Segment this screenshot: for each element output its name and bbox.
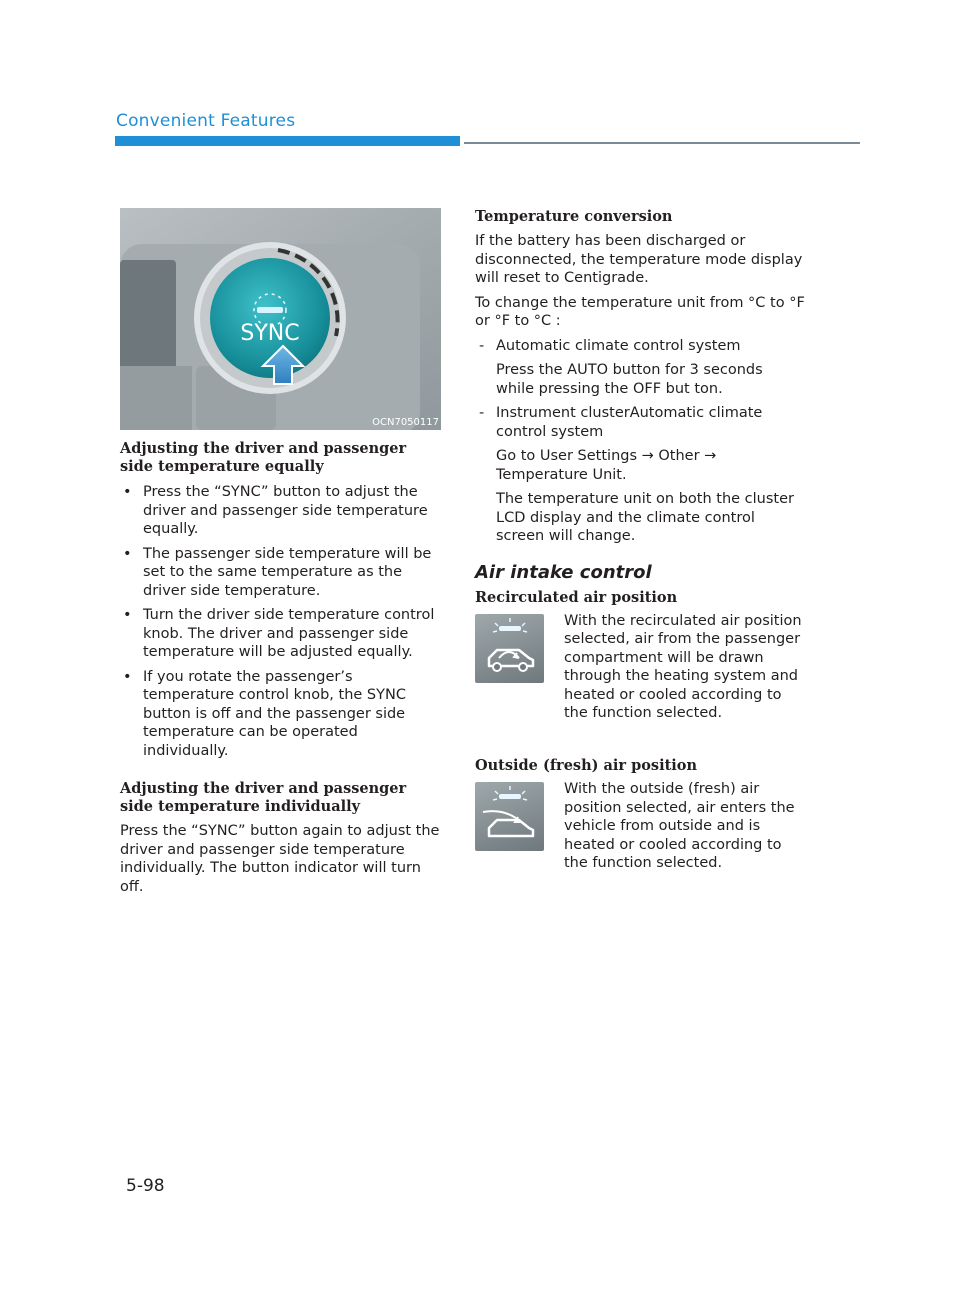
sync-button-figure [120,208,441,430]
bullet-glyph: • [123,668,132,685]
dash-glyph: - [479,405,485,421]
recirculated-text: With the recirculated air position selected, air from the passenger compartment will be drawn through the heating system and heated or cooled according to the function selected. [564,612,802,721]
heading-equal: Adjusting the driver and passenger side temperature equally [120,440,407,475]
bullet-text: Press the “SYNC” button to adjust the driver and passenger side temperature equally. [143,484,428,537]
item-body: Go to User Settings → Other → Temperature Unit. [496,448,717,483]
bullet-glyph: • [123,484,132,500]
heading-fresh-air: Outside (fresh) air position [475,757,698,774]
list-item [120,483,440,539]
dash-glyph: - [479,337,485,354]
fresh-air-text: With the outside (fresh) air position selected, air enters the vehicle from outside and is heated or cooled according to the function selected. [564,781,795,871]
page-number: 5-98 [126,1176,165,1196]
bullet-text: The passenger side temperature will be set to the same temperature as the driver side temperature. [143,545,432,599]
recirculated-air-icon [475,614,544,683]
list-item [120,606,440,662]
fresh-air-icon [475,782,544,851]
sync-label: SYNC [240,321,300,346]
list-item [120,545,440,601]
item-title: Automatic climate control system [496,337,741,354]
header-rule [464,142,860,144]
recirculated-row [475,614,805,738]
fresh-air-row [475,782,805,887]
bullet-glyph: • [123,545,132,562]
list-item [475,404,805,441]
heading-temperature-conversion: Temperature conversion [475,208,673,225]
conversion-paragraph-2: To change the temperature unit from °C to °F or °F to °C : [475,294,805,329]
conversion-paragraph-1: If the battery has been discharged or disconnected, the temperature mode display will reset to Centigrade. [475,233,803,286]
sync-knob-illustration [120,208,441,430]
individual-paragraph: Press the “SYNC” button again to adjust the driver and passenger side temperature individually. The button indicator will turn off. [120,823,440,895]
left-column [120,208,440,896]
list-item [475,337,805,356]
item-title: Instrument clusterAutomatic climate control system [496,405,763,440]
bullet-text: If you rotate the passenger’s temperature control knob, the SYNC button is off and the passenger side temperature can be operated individually. [143,668,406,759]
list-item [120,668,440,761]
heading-individual: Adjusting the driver and passenger side temperature individually [120,780,407,815]
header-title: Convenient Features [116,111,296,131]
equal-bullet-list [120,483,440,760]
item-body: Press the AUTO button for 3 seconds while pressing the OFF but ton. [496,362,763,397]
bullet-glyph: • [123,607,132,623]
heading-recirculated: Recirculated air position [475,588,678,606]
item-body: The temperature unit on both the cluster LCD display and the climate control screen will change. [496,491,794,544]
right-column [475,208,805,887]
figure-code: OCN7050117 [372,417,439,428]
bullet-text: Turn the driver side temperature control knob. The driver and passenger side temperature will be adjusted equally. [143,607,435,660]
header-accent-bar [115,136,460,146]
section-title-air-intake: Air intake control [475,561,652,583]
